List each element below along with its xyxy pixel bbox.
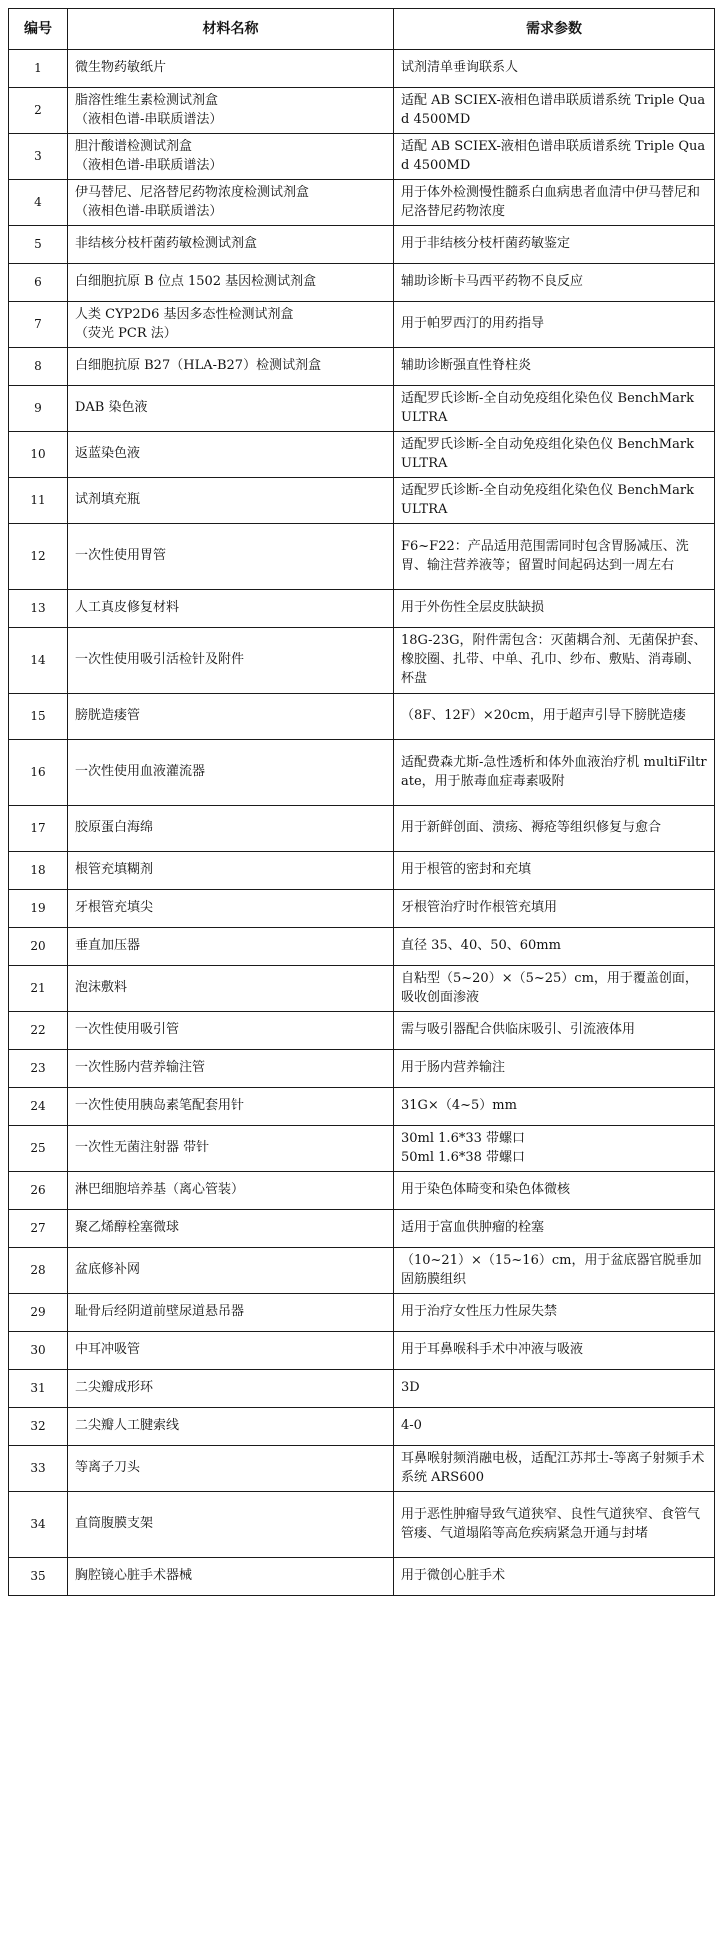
row-number: 13 [9, 590, 68, 628]
requirement-cell: 用于恶性肿瘤导致气道狭窄、良性气道狭窄、食管气管瘘、气道塌陷等高危疾病紧急开通与封堵 [394, 1492, 715, 1558]
requirement-cell: （10~21）×（15~16）cm，用于盆底器官脱垂加固筋膜组织 [394, 1248, 715, 1294]
header-number: 编号 [9, 9, 68, 50]
row-number: 24 [9, 1088, 68, 1126]
material-name-cell: 中耳冲吸管 [68, 1332, 394, 1370]
materials-table [8, 8, 715, 1596]
row-number: 12 [9, 524, 68, 590]
table-row [9, 806, 715, 852]
table-row [9, 88, 715, 134]
material-name-cell: 盆底修补网 [68, 1248, 394, 1294]
requirement-cell: 30ml 1.6*33 带螺口 50ml 1.6*38 带螺口 [394, 1126, 715, 1172]
requirement-cell: 用于根管的密封和充填 [394, 852, 715, 890]
requirement-cell: 辅助诊断卡马西平药物不良反应 [394, 264, 715, 302]
material-name-cell: 脂溶性维生素检测试剂盒 （液相色谱-串联质谱法） [68, 88, 394, 134]
material-name-cell: DAB 染色液 [68, 386, 394, 432]
row-number: 5 [9, 226, 68, 264]
requirement-cell: 自粘型（5~20）×（5~25）cm，用于覆盖创面，吸收创面渗液 [394, 966, 715, 1012]
material-name-cell: 一次性使用吸引管 [68, 1012, 394, 1050]
material-name-cell: 胸腔镜心脏手术器械 [68, 1558, 394, 1596]
table-row [9, 1492, 715, 1558]
table-row [9, 302, 715, 348]
table-row [9, 1558, 715, 1596]
table-row [9, 1126, 715, 1172]
row-number: 22 [9, 1012, 68, 1050]
requirement-cell: 适配费森尤斯-急性透析和体外血液治疗机 multiFiltrate，用于脓毒血症毒素吸附 [394, 740, 715, 806]
row-number: 32 [9, 1408, 68, 1446]
material-name-cell: 非结核分枝杆菌药敏检测试剂盒 [68, 226, 394, 264]
row-number: 10 [9, 432, 68, 478]
row-number: 2 [9, 88, 68, 134]
row-number: 27 [9, 1210, 68, 1248]
row-number: 26 [9, 1172, 68, 1210]
requirement-cell: 用于肠内营养输注 [394, 1050, 715, 1088]
header-requirement: 需求参数 [394, 9, 715, 50]
materials-table-sheet [8, 8, 714, 1596]
table-row [9, 1332, 715, 1370]
row-number: 34 [9, 1492, 68, 1558]
row-number: 4 [9, 180, 68, 226]
row-number: 9 [9, 386, 68, 432]
table-row [9, 1172, 715, 1210]
material-name-cell: 试剂填充瓶 [68, 478, 394, 524]
requirement-cell: 用于体外检测慢性髓系白血病患者血清中伊马替尼和尼洛替尼药物浓度 [394, 180, 715, 226]
table-row [9, 1370, 715, 1408]
requirement-cell: 需与吸引器配合供临床吸引、引流液体用 [394, 1012, 715, 1050]
table-row [9, 1088, 715, 1126]
row-number: 14 [9, 628, 68, 694]
requirement-cell: 试剂清单垂询联系人 [394, 50, 715, 88]
table-row [9, 1248, 715, 1294]
requirement-cell: 辅助诊断强直性脊柱炎 [394, 348, 715, 386]
row-number: 19 [9, 890, 68, 928]
row-number: 25 [9, 1126, 68, 1172]
material-name-cell: 牙根管充填尖 [68, 890, 394, 928]
material-name-cell: 一次性使用胃管 [68, 524, 394, 590]
table-row [9, 1446, 715, 1492]
row-number: 23 [9, 1050, 68, 1088]
material-name-cell: 一次性使用血液灌流器 [68, 740, 394, 806]
requirement-cell: 4-0 [394, 1408, 715, 1446]
requirement-cell: 用于治疗女性压力性尿失禁 [394, 1294, 715, 1332]
material-name-cell: 淋巴细胞培养基（离心管装） [68, 1172, 394, 1210]
material-name-cell: 一次性使用吸引活检针及附件 [68, 628, 394, 694]
material-name-cell: 人类 CYP2D6 基因多态性检测试剂盒 （荧光 PCR 法） [68, 302, 394, 348]
requirement-cell: 适配罗氏诊断-全自动免疫组化染色仪 BenchMark ULTRA [394, 478, 715, 524]
table-body [9, 50, 715, 1596]
row-number: 11 [9, 478, 68, 524]
table-row [9, 966, 715, 1012]
table-row [9, 386, 715, 432]
table-row [9, 890, 715, 928]
table-row [9, 348, 715, 386]
table-row [9, 134, 715, 180]
material-name-cell: 垂直加压器 [68, 928, 394, 966]
table-row [9, 628, 715, 694]
requirement-cell: 31G×（4~5）mm [394, 1088, 715, 1126]
row-number: 29 [9, 1294, 68, 1332]
material-name-cell: 耻骨后经阴道前壁尿道悬吊器 [68, 1294, 394, 1332]
row-number: 28 [9, 1248, 68, 1294]
requirement-cell: 适配罗氏诊断-全自动免疫组化染色仪 BenchMark ULTRA [394, 432, 715, 478]
material-name-cell: 胆汁酸谱检测试剂盒 （液相色谱-串联质谱法） [68, 134, 394, 180]
material-name-cell: 聚乙烯醇栓塞微球 [68, 1210, 394, 1248]
table-row [9, 524, 715, 590]
table-row [9, 928, 715, 966]
table-row [9, 50, 715, 88]
row-number: 6 [9, 264, 68, 302]
requirement-cell: 适配罗氏诊断-全自动免疫组化染色仪 BenchMark ULTRA [394, 386, 715, 432]
row-number: 7 [9, 302, 68, 348]
requirement-cell: 用于微创心脏手术 [394, 1558, 715, 1596]
requirement-cell: 用于染色体畸变和染色体微核 [394, 1172, 715, 1210]
material-name-cell: 胶原蛋白海绵 [68, 806, 394, 852]
table-row [9, 180, 715, 226]
table-row [9, 694, 715, 740]
row-number: 21 [9, 966, 68, 1012]
requirement-cell: 适配 AB SCIEX-液相色谱串联质谱系统 Triple Quad 4500MD [394, 134, 715, 180]
table-row [9, 1012, 715, 1050]
requirement-cell: （8F、12F）×20cm，用于超声引导下膀胱造瘘 [394, 694, 715, 740]
material-name-cell: 二尖瓣成形环 [68, 1370, 394, 1408]
table-header-row [9, 9, 715, 50]
row-number: 20 [9, 928, 68, 966]
table-row [9, 740, 715, 806]
material-name-cell: 白细胞抗原 B 位点 1502 基因检测试剂盒 [68, 264, 394, 302]
material-name-cell: 根管充填糊剂 [68, 852, 394, 890]
row-number: 15 [9, 694, 68, 740]
requirement-cell: 3D [394, 1370, 715, 1408]
requirement-cell: 18G-23G，附件需包含：灭菌耦合剂、无菌保护套、橡胶圈、扎带、中单、孔巾、纱布、敷贴、消毒刷、杯盘 [394, 628, 715, 694]
requirement-cell: 直径 35、40、50、60mm [394, 928, 715, 966]
row-number: 35 [9, 1558, 68, 1596]
material-name-cell: 等离子刀头 [68, 1446, 394, 1492]
material-name-cell: 一次性使用胰岛素笔配套用针 [68, 1088, 394, 1126]
material-name-cell: 返蓝染色液 [68, 432, 394, 478]
material-name-cell: 微生物药敏纸片 [68, 50, 394, 88]
material-name-cell: 人工真皮修复材料 [68, 590, 394, 628]
requirement-cell: 用于帕罗西汀的用药指导 [394, 302, 715, 348]
header-material-name: 材料名称 [68, 9, 394, 50]
material-name-cell: 一次性肠内营养输注管 [68, 1050, 394, 1088]
requirement-cell: 适用于富血供肿瘤的栓塞 [394, 1210, 715, 1248]
table-row [9, 1210, 715, 1248]
row-number: 31 [9, 1370, 68, 1408]
table-row [9, 590, 715, 628]
table-row [9, 1408, 715, 1446]
table-row [9, 1050, 715, 1088]
material-name-cell: 直筒腹膜支架 [68, 1492, 394, 1558]
row-number: 3 [9, 134, 68, 180]
row-number: 33 [9, 1446, 68, 1492]
row-number: 16 [9, 740, 68, 806]
material-name-cell: 二尖瓣人工腱索线 [68, 1408, 394, 1446]
requirement-cell: 用于耳鼻喉科手术中冲液与吸液 [394, 1332, 715, 1370]
material-name-cell: 泡沫敷料 [68, 966, 394, 1012]
table-row [9, 1294, 715, 1332]
requirement-cell: 用于非结核分枝杆菌药敏鉴定 [394, 226, 715, 264]
table-row [9, 264, 715, 302]
material-name-cell: 白细胞抗原 B27（HLA-B27）检测试剂盒 [68, 348, 394, 386]
table-row [9, 478, 715, 524]
requirement-cell: 牙根管治疗时作根管充填用 [394, 890, 715, 928]
row-number: 30 [9, 1332, 68, 1370]
row-number: 1 [9, 50, 68, 88]
requirement-cell: 耳鼻喉射频消融电极，适配江苏邦士-等离子射频手术系统 ARS600 [394, 1446, 715, 1492]
requirement-cell: 用于外伤性全层皮肤缺损 [394, 590, 715, 628]
row-number: 17 [9, 806, 68, 852]
row-number: 8 [9, 348, 68, 386]
requirement-cell: F6~F22：产品适用范围需同时包含胃肠减压、洗胃、输注营养液等；留置时间起码达到一周左右 [394, 524, 715, 590]
requirement-cell: 用于新鲜创面、溃疡、褥疮等组织修复与愈合 [394, 806, 715, 852]
material-name-cell: 一次性无菌注射器 带针 [68, 1126, 394, 1172]
requirement-cell: 适配 AB SCIEX-液相色谱串联质谱系统 Triple Quad 4500MD [394, 88, 715, 134]
row-number: 18 [9, 852, 68, 890]
material-name-cell: 膀胱造瘘管 [68, 694, 394, 740]
table-row [9, 432, 715, 478]
material-name-cell: 伊马替尼、尼洛替尼药物浓度检测试剂盒 （液相色谱-串联质谱法） [68, 180, 394, 226]
table-row [9, 226, 715, 264]
table-row [9, 852, 715, 890]
